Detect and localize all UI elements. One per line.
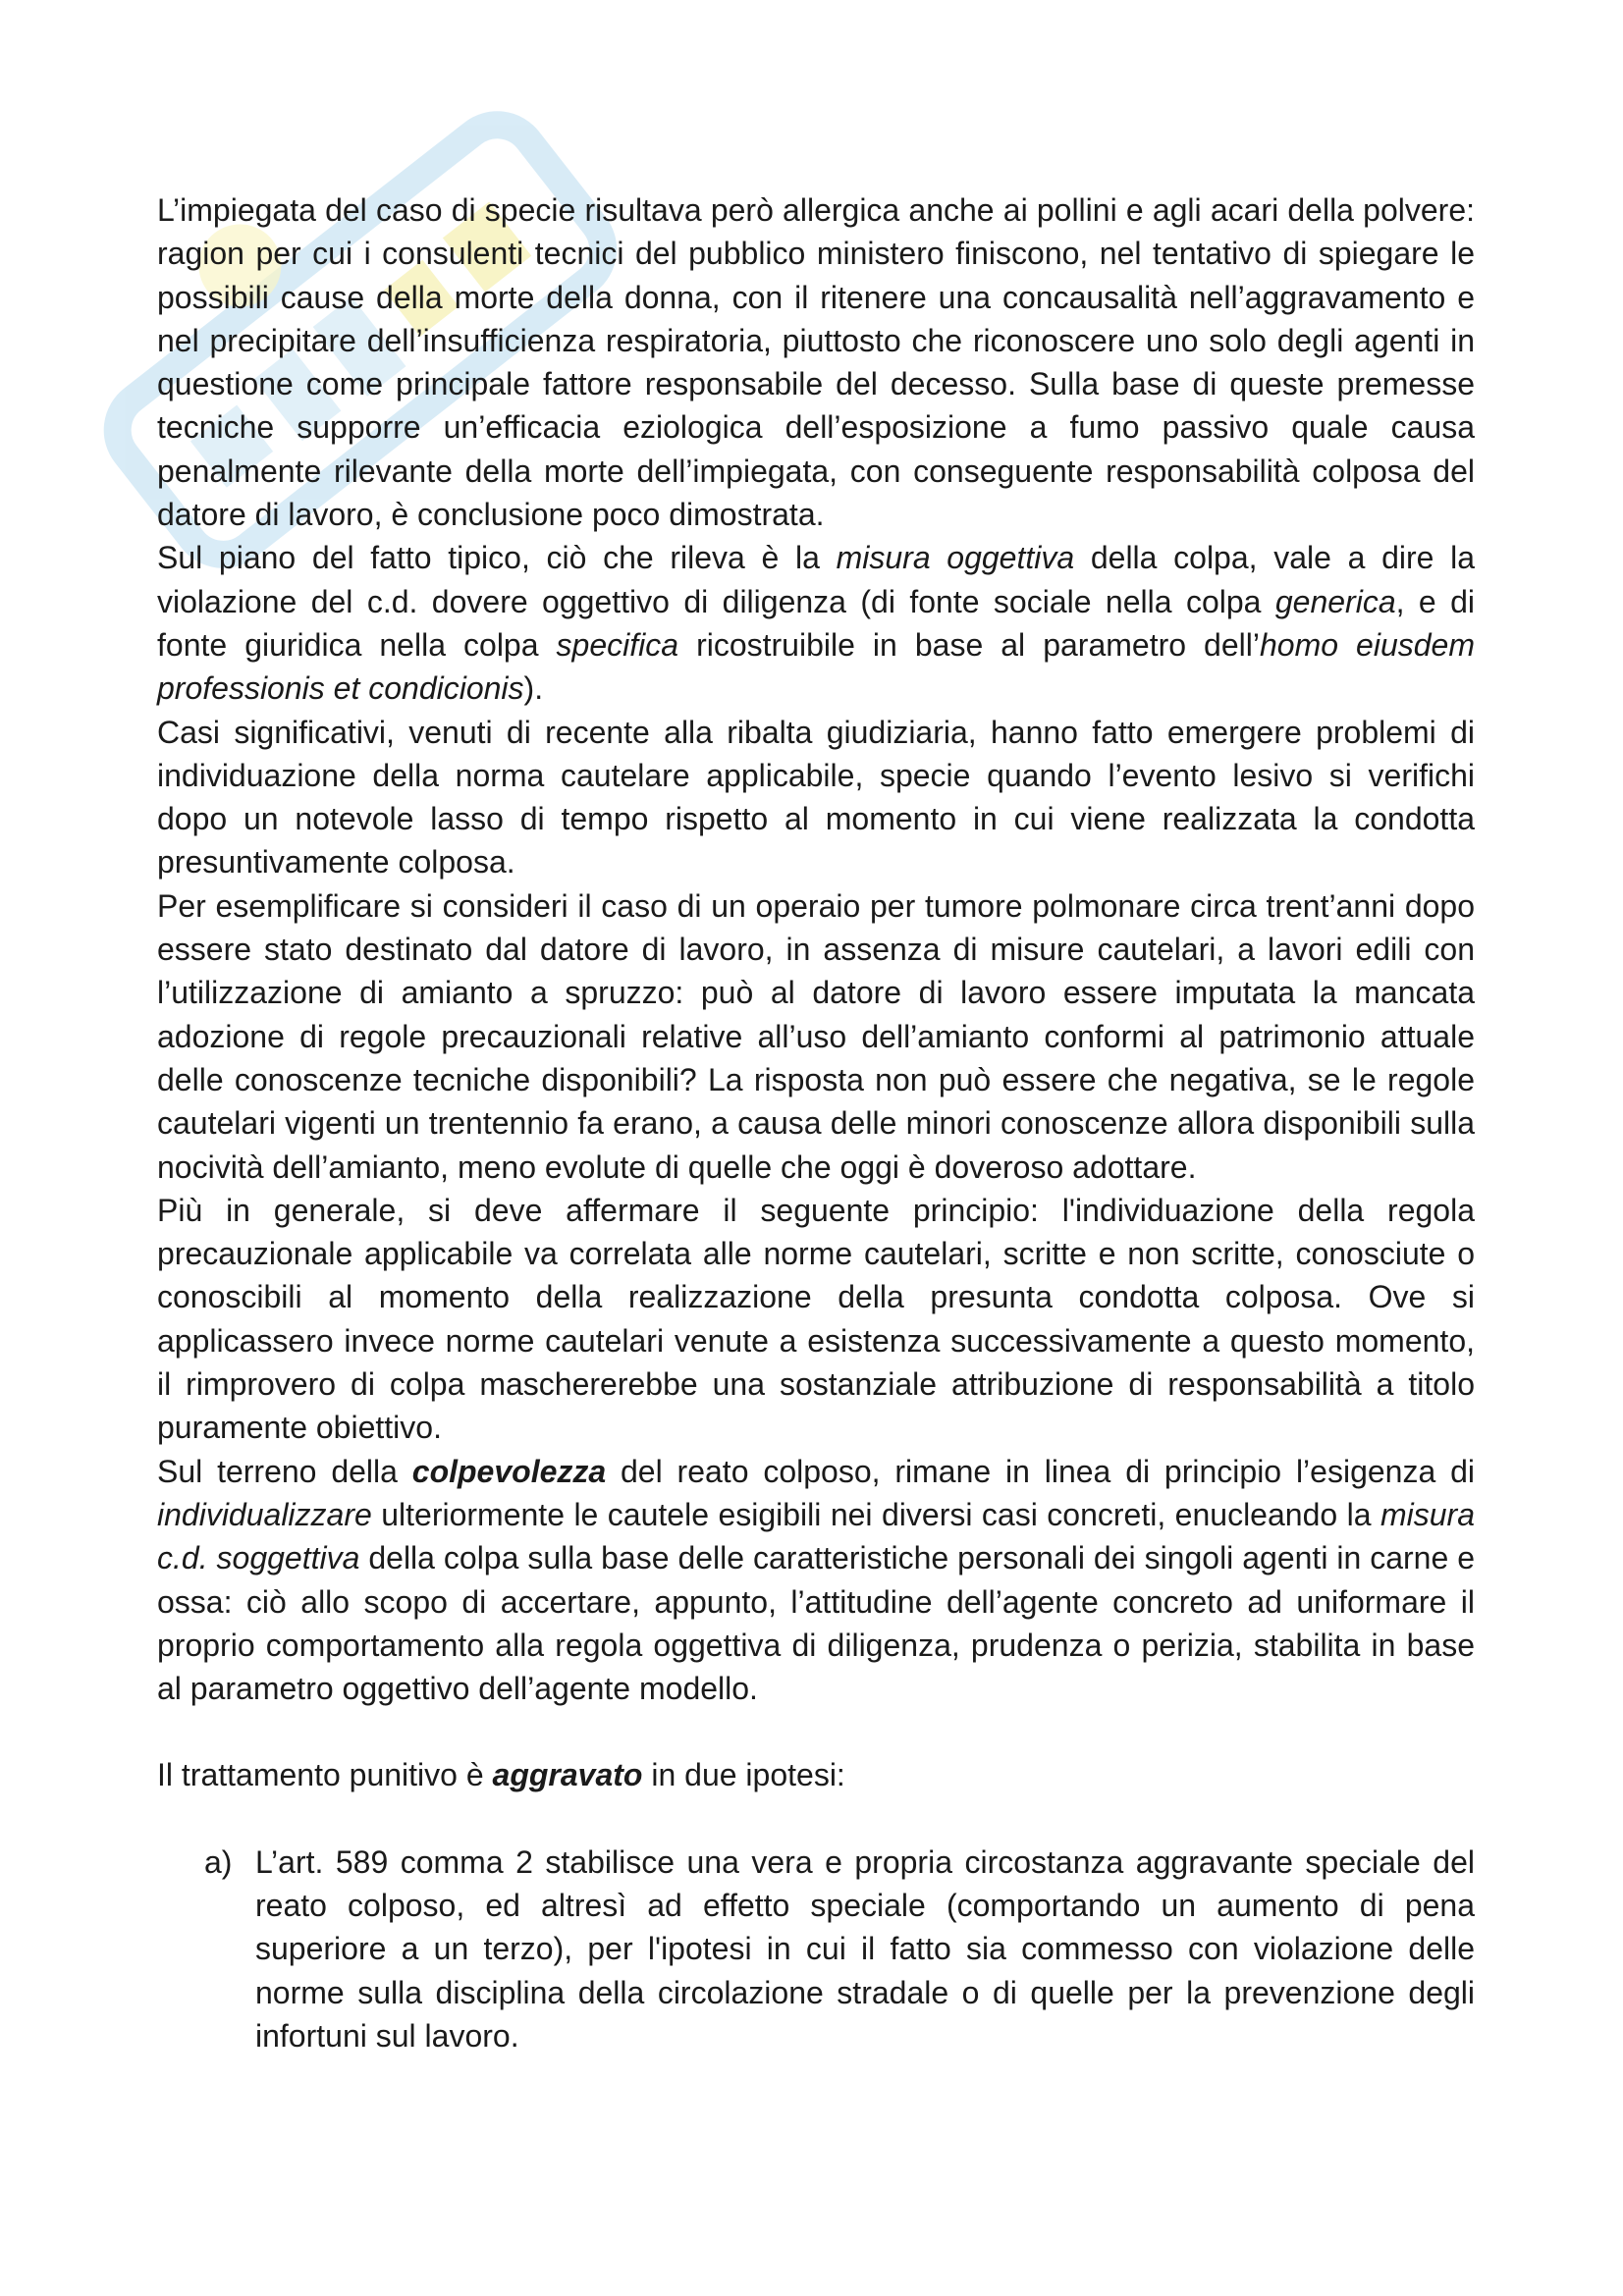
paragraph-esempio-amianto: Per esemplificare si consideri il caso di un operaio per tumore polmonare circa trent’anni dopo essere stato destinato dal datore di lavoro, in assenza di misure cautelari, a lavori edili con l’utilizzazione di amianto a spruzzo: può al datore di lavoro essere imputata la mancata adozione di regole precauzionali relative all’uso dell’amianto conformi al patrimonio attuale delle conoscenze tecniche disponibili? La risposta non può essere che negativa, se le regole cautelari vigenti un trentennio fa erano, a causa delle minori conoscenze allora disponibili sulla nocività dell’amianto, meno evolute di quelle che oggi è doveroso adottare. — [157, 887, 1475, 1185]
text-run: , e di fonte giuridica nella colpa — [157, 583, 1476, 663]
text-run: Sul terreno della — [157, 1453, 412, 1489]
text-run: della colpa sulla base delle caratteristiche personali dei singoli agenti in carne e ossa: ciò allo scopo di accertare, appunto, l’attitudine dell’agente concreto ad uniformare il proprio comportamento alla regola oggettiva di diligenza, prudenza o perizia, stabilita in base al parametro oggettivo dell’agente modello. — [157, 1540, 1476, 1707]
paragraph-principio: Più in generale, si deve affermare il seguente principio: l'individuazione della regola precauzionale applicabile va correlata alle norme cautelari, scritte e non scritte, conosciute o conoscibili al momento della realizzazione della presunta condotta colposa. Ove si applicassero invece norme cautelari venute a esistenza successivamente a questo momento, il rimprovero di colpa maschererebbe una sostanziale attribuzione di responsabilità a titolo puramente obiettivo. — [157, 1192, 1475, 1446]
list-marker: a) — [204, 1843, 233, 1880]
emphasis-individualizzare: individualizzare — [157, 1496, 372, 1532]
paragraph-colpevolezza — [157, 1450, 1475, 1711]
paragraph-fatto-tipico — [157, 536, 1475, 710]
text-run: ). — [523, 670, 544, 707]
emphasis-aggravato: aggravato — [492, 1757, 643, 1793]
document-page — [157, 188, 1475, 2057]
emphasis-generica: generica — [1274, 583, 1396, 619]
emphasis-misura-soggettiva: misura c.d. soggettiva — [157, 1496, 1475, 1576]
text-run: Il trattamento punitivo è — [157, 1757, 493, 1793]
text-run: Sul piano del fatto tipico, ciò che rileva è la — [157, 540, 837, 576]
emphasis-misura-oggettiva: misura oggettiva — [836, 540, 1075, 576]
paragraph-trattamento-punitivo — [157, 1753, 1475, 1796]
list-item — [157, 1841, 1475, 2057]
paragraph-causality: L’impiegata del caso di specie risultava però allergica anche ai pollini e agli acari della polvere: ragion per cui i consulenti tecnici del pubblico ministero finiscono, nel tentativo di spiegare le possibili cause della morte della donna, con il ritenere una concausalità nell’aggravamento e nel precipitare dell’insufficienza respiratoria, piuttosto che riconoscere uno solo degli agenti in questione come principale fattore responsabile del decesso. Sulla base di queste premesse tecniche supporre un’efficacia eziologica dell’esposizione a fumo passivo quale causa penalmente rilevante della morte dell’impiegata, con conseguente responsabilità colposa del datore di lavoro, è conclusione poco dimostrata. — [157, 192, 1475, 533]
text-run: in due ipotesi: — [642, 1757, 845, 1793]
text-run: ricostruibile in base al parametro dell’ — [678, 626, 1260, 663]
aggravating-list — [157, 1841, 1475, 2057]
emphasis-specifica: specifica — [556, 626, 679, 663]
list-item-text: L’art. 589 comma 2 stabilisce una vera e propria circostanza aggravante speciale del reato colposo, ed altresì ad effetto speciale (comportando un aumento di pena superiore a un terzo), per l'ipotesi in cui il fatto sia commesso con violazione delle norme sulla disciplina della circolazione stradale o di quelle per la prevenzione degli infortuni sul lavoro. — [255, 1843, 1475, 2054]
text-run: del reato colposo, rimane in linea di principio l’esigenza di — [606, 1453, 1476, 1489]
text-run: ulteriormente le cautele esigibili nei diversi casi concreti, enucleando la — [371, 1496, 1380, 1532]
paragraph-casi-significativi: Casi significativi, venuti di recente alla ribalta giudiziaria, hanno fatto emergere problemi di individuazione della norma cautelare applicabile, specie quando l’evento lesivo si verifichi dopo un notevole lasso di tempo rispetto al momento in cui viene realizzata la condotta presuntivamente colposa. — [157, 714, 1475, 881]
emphasis-colpevolezza: colpevolezza — [411, 1453, 607, 1489]
text-run: della colpa, vale a dire la violazione del c.d. dovere oggettivo di diligenza (di fonte sociale nella colpa — [157, 540, 1476, 619]
emphasis-homo-eiusdem: homo eiusdem professionis et condicionis — [157, 626, 1476, 707]
